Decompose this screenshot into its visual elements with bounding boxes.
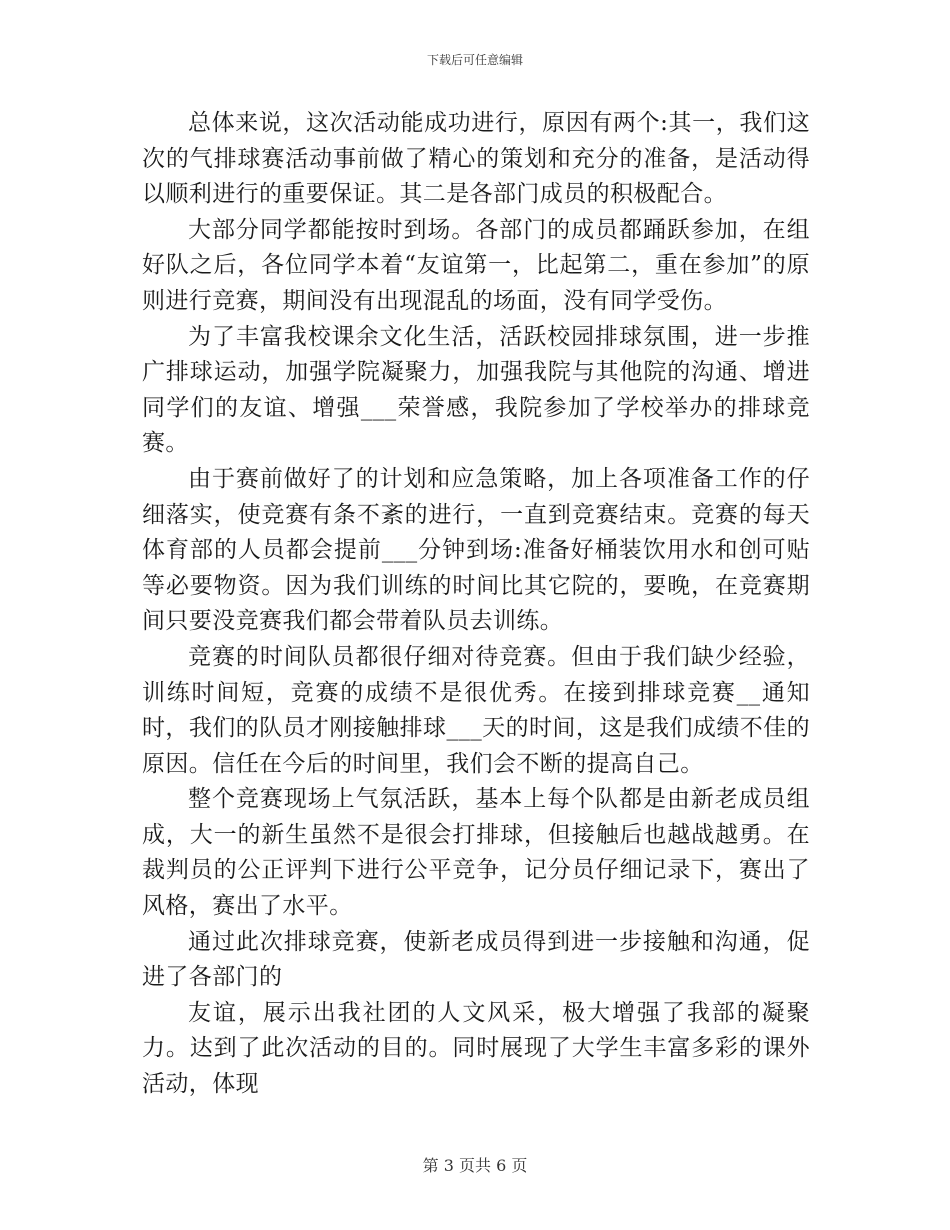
paragraph-8: 友谊，展示出我社团的人文风采，极大增强了我部的凝聚力。达到了此次活动的目的。同时展现了大学生丰富多彩的课外活动，体现 — [142, 999, 810, 1098]
paragraph-5: 竞赛的时间队员都很仔细对待竞赛。但由于我们缺少经验，训练时间短，竞赛的成绩不是很优秀。在接到排球竞赛__通知时，我们的队员才刚接触排球___天的时间，这是我们成绩不佳的原因。信任在今后的时间里，我们会不断的提高自己。 — [142, 643, 810, 777]
paragraph-3: 为了丰富我校课余文化生活，活跃校园排球氛围，进一步推广排球运动，加强学院凝聚力，加强我院与其他院的沟通、增进同学们的友谊、增强___荣誉感，我院参加了学校举办的排球竞赛。 — [142, 323, 810, 457]
paragraph-6: 整个竞赛现场上气氛活跃，基本上每个队都是由新老成员组成，大一的新生虽然不是很会打排球，但接触后也越战越勇。在裁判员的公正评判下进行公平竞争，记分员仔细记录下，赛出了风格，赛出了水平。 — [142, 786, 810, 920]
page-header: 下载后可任意编辑 — [426, 53, 523, 67]
paragraph-2: 大部分同学都能按时到场。各部门的成员都踊跃参加，在组好队之后，各位同学本着“友谊第一，比起第二，重在参加”的原则进行竞赛，期间没有出现混乱的场面，没有同学受伤。 — [142, 216, 810, 314]
paragraph-7: 通过此次排球竞赛，使新老成员得到进一步接触和沟通，促进了各部门的 — [142, 928, 810, 991]
paragraph-4: 由于赛前做好了的计划和应急策略，加上各项准备工作的仔细落实，使竞赛有条不紊的进行，一直到竞赛结束。竞赛的每天体育部的人员都会提前___分钟到场:准备好桶装饮用水和创可贴等必要物资。因为我们训练的时间比其它院的，要晚，在竞赛期间只要没竞赛我们都会带着队员去训练。 — [142, 465, 810, 635]
paragraph-1: 总体来说，这次活动能成功进行，原因有两个:其一，我们这次的气排球赛活动事前做了精心的策划和充分的准备，是活动得以顺利进行的重要保证。其二是各部门成员的积极配合。 — [142, 110, 810, 208]
page-footer: 第 3 页共 6 页 — [422, 1156, 528, 1175]
document-body — [142, 106, 810, 1103]
